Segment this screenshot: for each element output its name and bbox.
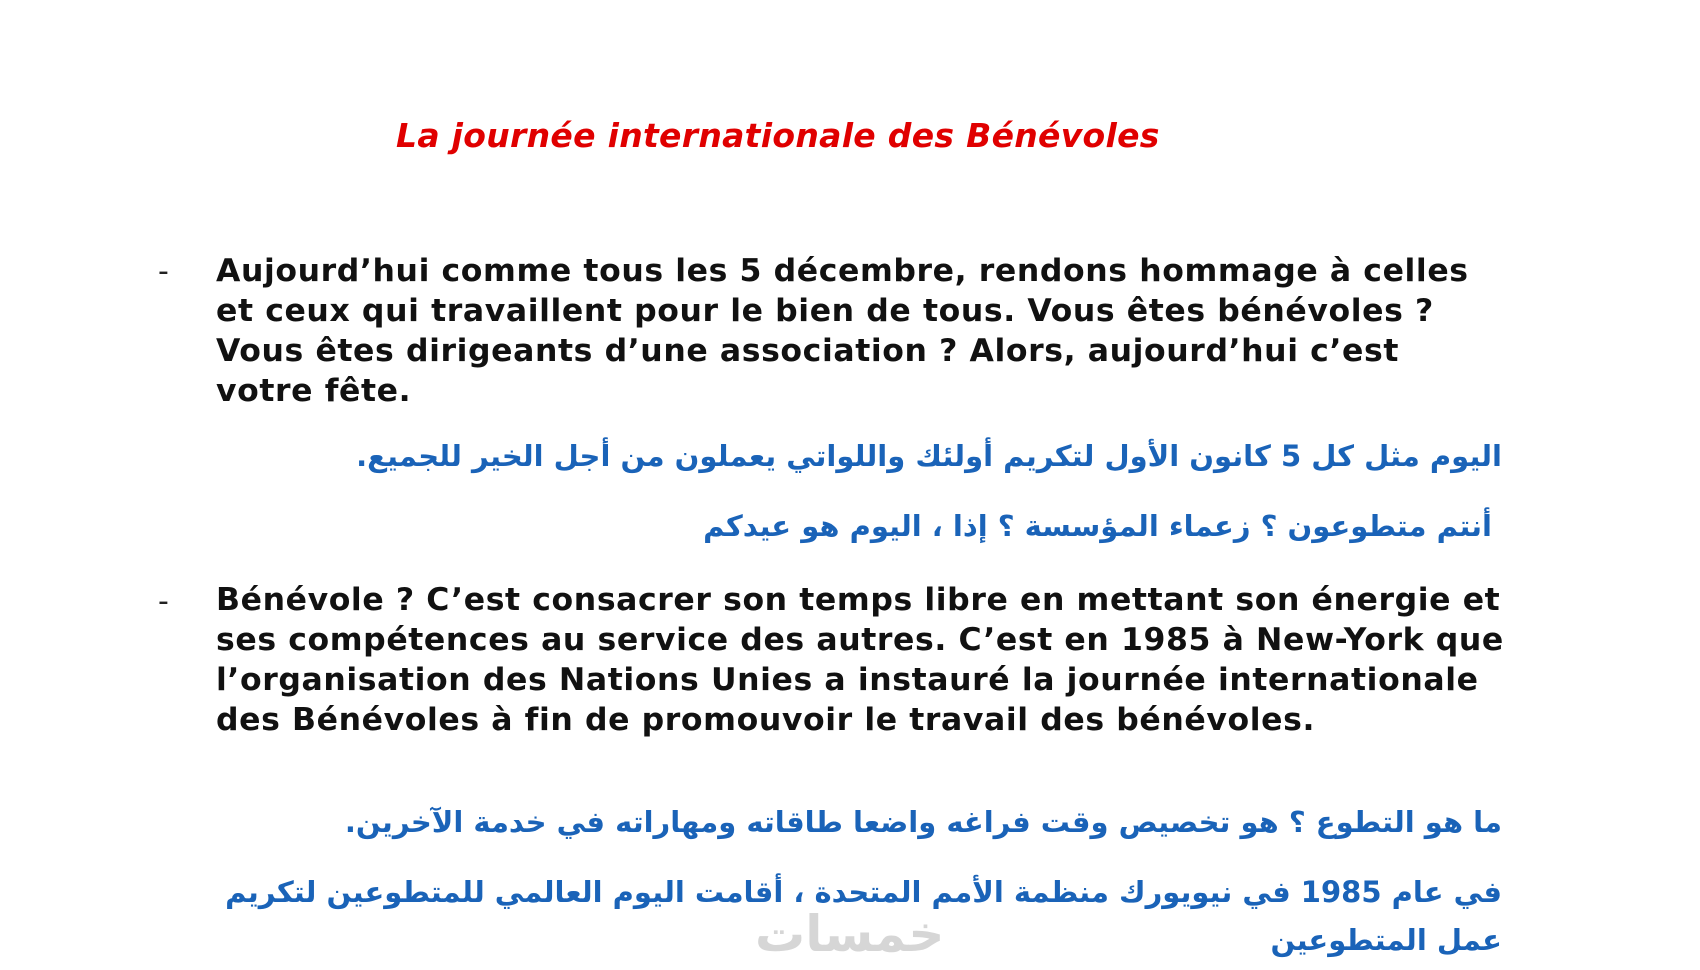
french-paragraph-1: Aujourd’hui comme tous les 5 décembre, rendons hommage à celles et ceux qui travaillent pour le bien de tous. Vous êtes bénévoles ? Vous êtes dirigeants d’une association ? Alors, aujourd’hui c’est votre fête. xyxy=(216,253,1469,409)
bullet-marker: - xyxy=(158,254,169,289)
slide-title: La journée internationale des Bénévoles xyxy=(396,116,1160,155)
french-paragraph-2: Bénévole ? C’est consacrer son temps libre en mettant son énergie et ses compétences au service des autres. C’est en 1985 à New-York que l’organisation des Nations Unies a instauré la journée internationale des Bénévoles à fin de promouvoir le travail des bénévoles. xyxy=(216,582,1504,738)
bullet-marker: - xyxy=(158,584,169,619)
arabic-line-1: اليوم مثل كل 5 كانون الأول لتكريم أولئك واللواتي يعملون من أجل الخير للجميع. xyxy=(356,439,1502,473)
arabic-line-4: في عام 1985 في نيويورك منظمة الأمم المتحدة ، أقامت اليوم العالمي للمتطوعين لتكريم عمل المتطوعين xyxy=(225,875,1502,957)
arabic-line-3: ما هو التطوع ؟ هو تخصيص وقت فراغه واضعا طاقاته ومهاراته في خدمة الآخرين. xyxy=(344,805,1502,839)
watermark-logo: خمسات xyxy=(755,905,945,963)
arabic-line-2: أنتم متطوعون ؟ زعماء المؤسسة ؟ إذا ، اليوم هو عيدكم xyxy=(703,509,1492,543)
